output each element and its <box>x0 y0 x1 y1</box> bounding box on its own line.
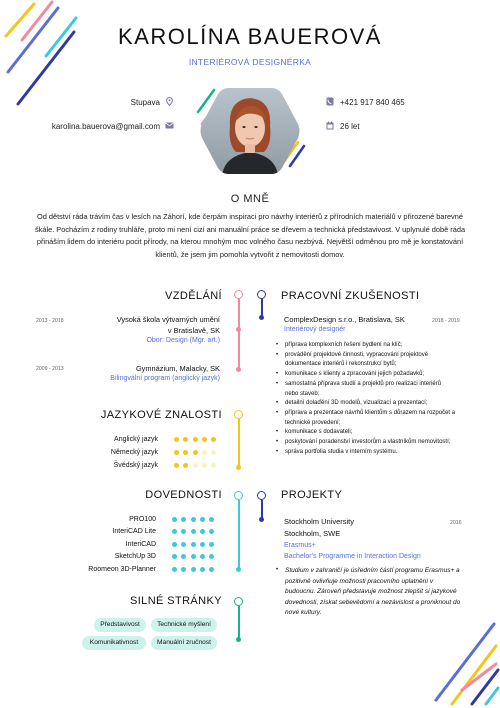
level-dot-filled <box>193 450 198 455</box>
education-dates: 2009 - 2013 <box>36 366 64 372</box>
contact-phone[interactable]: +421 917 840 465 <box>340 98 405 107</box>
strengths-timeline-line <box>238 606 240 640</box>
project-location: Stockholm, SWE <box>284 529 341 538</box>
level-dot-filled <box>209 529 214 534</box>
skill-row <box>60 446 230 459</box>
experience-timeline-dot <box>259 315 264 320</box>
level-dot-filled <box>181 517 186 522</box>
skill-label: Anglický jazyk <box>114 436 158 443</box>
level-dot-filled <box>209 542 214 547</box>
level-dot-filled <box>211 437 216 442</box>
level-dot-filled <box>200 517 205 522</box>
level-dot-filled <box>174 437 179 442</box>
project-description: Studium v zahraničí je úsředním částí programu Erasmus+ a pozitivně ovlivňuje možnosti pracovního uplatnění v budoucnu. Zároveň představuje možnost zlepšit si jazykové dovednosti, získat sebevědomí a nezávislost a proniknout do nové kultury. <box>285 567 461 616</box>
level-dot-filled <box>209 517 214 522</box>
full-name: KAROLÍNA BAUEROVÁ <box>118 24 382 49</box>
experience-bullets <box>276 341 456 457</box>
skill-row <box>40 538 230 551</box>
skill-row <box>40 513 230 526</box>
profile-photo <box>200 86 300 176</box>
level-dot-filled <box>174 463 179 468</box>
level-dot-filled <box>200 542 205 547</box>
level-dot-empty <box>202 450 207 455</box>
skill-row <box>40 563 230 576</box>
skills-heading: DOVEDNOSTI <box>145 489 222 501</box>
skill-level-dots <box>172 542 214 547</box>
education-heading: VZDĚLÁNÍ <box>165 290 222 302</box>
about-text: Od dětství ráda trávím čas v lesích na Záhorí, kde čerpám inspiraci pro návrhy interiérů z přírodních materiálů v přirozené barevné škále. Pocházím z rodiny truhláře, proto mi není cizí ani manuální práce se dřevem a technická představivost. V uplynulé době ráda přináším lidem do interiéru pocit přírody, na kterou mnohým moc volného času nezbývá. Největší odměnou pro mě je konstatování klientů, že jsem jim pomohla vytvořit z nemovitosti domov. <box>34 212 466 259</box>
education-dates: 2013 - 2018 <box>36 318 64 324</box>
strengths-heading: SILNÉ STRÁNKY <box>129 595 222 607</box>
experience-bullet: • poskytování poradenství investorům a vlastníkům nemovitostí; <box>276 438 456 448</box>
languages-timeline-ring <box>234 410 243 419</box>
contact-age: 26 let <box>340 122 360 131</box>
education-timeline-line <box>238 298 240 370</box>
skills-timeline-ring <box>234 491 243 500</box>
skill-label: InteriCAD <box>125 540 156 548</box>
level-dot-filled <box>183 450 188 455</box>
strength-tag: Technické myšlení <box>151 618 217 632</box>
education-field: Obor: Design (Mgr. art.) <box>146 337 220 344</box>
level-dot-filled <box>183 437 188 442</box>
skill-row <box>40 551 230 564</box>
skills-timeline-line <box>238 500 240 570</box>
level-dot-filled <box>172 529 177 534</box>
level-dot-filled <box>172 542 177 547</box>
phone-icon <box>326 97 334 108</box>
skill-row <box>60 459 230 472</box>
level-dot-filled <box>200 529 205 534</box>
strength-tag: Komunikativnost <box>82 636 146 650</box>
stripe-yellow-bottom <box>452 646 496 704</box>
education-timeline-dot <box>236 327 241 332</box>
skill-label: Švédský jazyk <box>113 462 158 469</box>
skills-timeline-dot <box>236 567 241 572</box>
education-school <box>70 314 220 336</box>
education-school-line: v Bratislavě, SK <box>167 326 220 335</box>
level-dot-filled <box>181 567 186 572</box>
project-bullet-marker: • <box>276 567 279 573</box>
experience-bullet: • provádění projektové činnosti, vypracování projektové dokumentace interiérů i rekonstrukcí bytů; <box>276 351 456 370</box>
project-name <box>284 516 354 540</box>
experience-bullet: • komunikace s klienty a zpracování jejich požadavků; <box>276 370 456 380</box>
education-timeline-dot <box>236 367 241 372</box>
skill-level-dots <box>174 450 216 455</box>
envelope-icon <box>165 122 174 131</box>
calendar-icon <box>326 121 334 132</box>
contact-email[interactable]: karolina.bauerova@gmail.com <box>51 122 160 131</box>
about-heading: O MNĚ <box>230 193 270 205</box>
strength-tag: Manuální zručnost <box>151 636 217 650</box>
languages-timeline-line <box>238 418 240 468</box>
projects-timeline-ring <box>257 491 266 500</box>
level-dot-filled <box>172 517 177 522</box>
level-dot-filled <box>174 450 179 455</box>
experience-bullet: • komunikace s dodavateli; <box>276 428 456 438</box>
location-pin-icon <box>166 97 173 108</box>
level-dot-filled <box>181 529 186 534</box>
level-dot-filled <box>172 554 177 559</box>
project-program-line: Bachelor's Programme in Interaction Design <box>284 553 421 560</box>
project-dates: 2016 <box>450 520 462 526</box>
level-dot-filled <box>191 554 196 559</box>
level-dot-empty <box>193 463 198 468</box>
skill-level-dots <box>172 567 214 572</box>
skill-label: SketchUp 3D <box>114 553 156 561</box>
experience-timeline-ring <box>257 290 266 299</box>
skill-row <box>40 526 230 539</box>
experience-bullet: • příprava komplexních řešení bydlení na klíč; <box>276 341 456 351</box>
skill-label: InteriCAD Lite <box>112 528 156 536</box>
level-dot-filled <box>191 542 196 547</box>
level-dot-empty <box>211 450 216 455</box>
strengths-timeline-ring <box>234 597 243 606</box>
level-dot-filled <box>191 529 196 534</box>
education-school: Gymnázium, Malacky, SK <box>135 364 220 373</box>
experience-role: Interiérový designér <box>284 326 346 333</box>
skill-level-dots <box>172 554 214 559</box>
skill-row <box>60 433 230 446</box>
project-program-line: Erasmus+ <box>284 542 316 549</box>
education-timeline-ring <box>234 290 243 299</box>
strengths-timeline-dot <box>236 637 241 642</box>
experience-bullet: • správa portfolia studia v interním systému. <box>276 448 456 458</box>
level-dot-filled <box>200 554 205 559</box>
project-program <box>284 540 421 562</box>
level-dot-filled <box>202 437 207 442</box>
experience-dates: 2018 - 2019 <box>432 318 460 324</box>
stripe-cyan-bottom <box>486 688 498 704</box>
skill-level-dots <box>174 437 216 442</box>
level-dot-filled <box>191 517 196 522</box>
projects-heading: PROJEKTY <box>281 489 343 501</box>
languages-heading: JAZYKOVÉ ZNALOSTI <box>100 409 222 421</box>
level-dot-empty <box>211 463 216 468</box>
projects-timeline-dot <box>259 517 264 522</box>
level-dot-filled <box>172 567 177 572</box>
experience-bullet: • samostatná příprava studií a projektů pro realizaci interiérů nebo staveb; <box>276 380 456 399</box>
experience-heading: PRACOVNÍ ZKUŠENOSTI <box>281 290 420 302</box>
level-dot-filled <box>181 554 186 559</box>
experience-bullet: • detailní dolaďění 3D modelů, vizualizací a prezentací; <box>276 399 456 409</box>
level-dot-filled <box>209 554 214 559</box>
level-dot-filled <box>193 437 198 442</box>
level-dot-filled <box>209 567 214 572</box>
contact-city: Stupava <box>130 98 160 107</box>
skill-level-dots <box>172 517 214 522</box>
experience-bullet: • příprava a prezentace návrhů klientům s důrazem na rozpočet a technické provedení; <box>276 409 456 428</box>
level-dot-filled <box>191 567 196 572</box>
strength-tag: Představivost <box>94 618 146 632</box>
skill-label: PRO100 <box>129 515 156 523</box>
stripe-navy-bottom <box>472 670 498 704</box>
level-dot-filled <box>200 567 205 572</box>
level-dot-empty <box>202 463 207 468</box>
experience-company: ComplexDesign s.r.o., Bratislava, SK <box>284 315 405 324</box>
education-field: Bilingvální program (anglický jazyk) <box>110 375 220 382</box>
job-title: INTERIÉROVÁ DESIGNÉRKA <box>188 57 312 67</box>
skill-level-dots <box>172 529 214 534</box>
education-school-line: Vysoká škola výtvarných umění <box>116 315 220 324</box>
project-name-line: Stockholm University <box>284 517 355 526</box>
skill-label: Německý jazyk <box>110 449 158 456</box>
level-dot-filled <box>183 463 188 468</box>
level-dot-filled <box>181 542 186 547</box>
skill-level-dots <box>174 463 216 468</box>
languages-timeline-dot <box>236 465 241 470</box>
skill-label: Roomeon 3D-Planner <box>88 565 156 573</box>
